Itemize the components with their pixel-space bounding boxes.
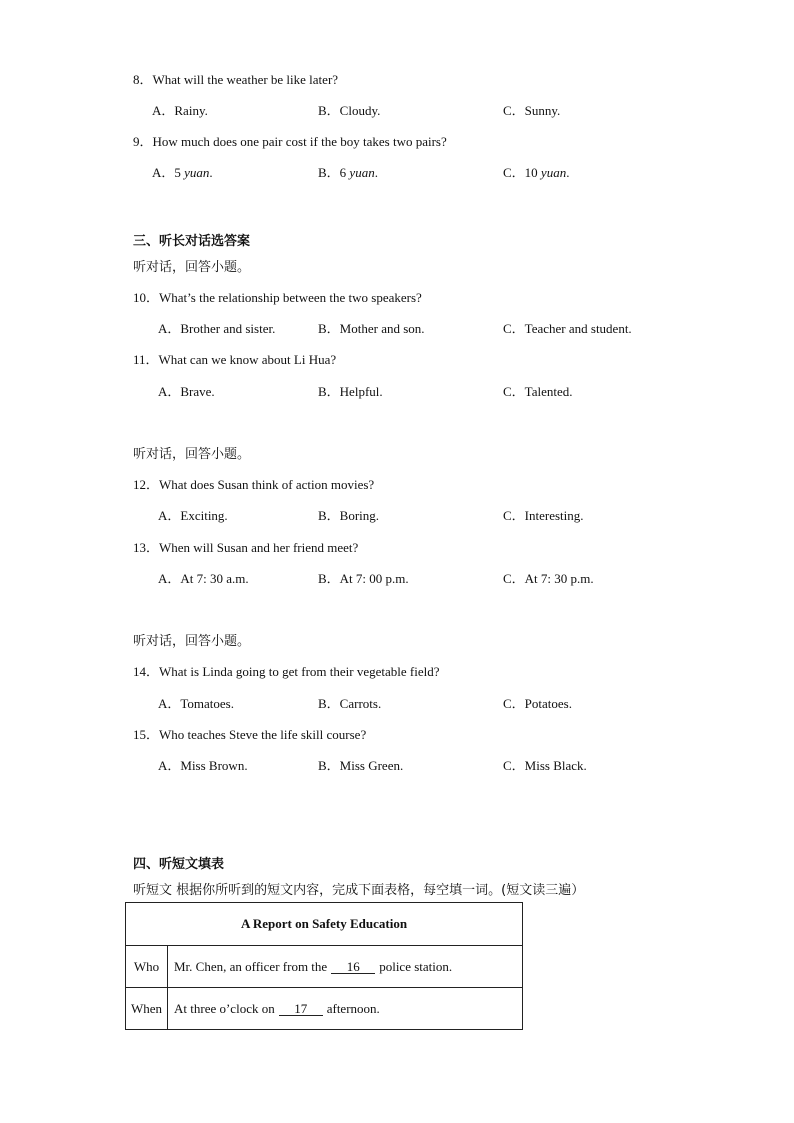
option-b: B．Miss Green.: [318, 758, 404, 773]
option-b: B．Boring.: [318, 508, 380, 523]
option-a: A．Rainy.: [152, 103, 208, 118]
blank-16[interactable]: 16: [331, 960, 375, 974]
option-a: A．Exciting.: [158, 508, 228, 523]
option-b: B．Cloudy.: [318, 103, 381, 118]
section-instruction: 听对话，回答小题。: [133, 634, 251, 649]
option-c: C．Sunny.: [503, 103, 561, 118]
question-14: 14．What is Linda going to get from their vegetable field?: [133, 664, 440, 679]
option-a: A．Brother and sister.: [158, 321, 276, 336]
blank-17[interactable]: 17: [279, 1002, 323, 1016]
option-a: A．Brave.: [158, 384, 215, 399]
option-c: C．Potatoes.: [503, 696, 572, 711]
question-10: 10．What’s the relationship between the two speakers?: [133, 290, 422, 305]
option-a: A．At 7: 30 a.m.: [158, 571, 249, 586]
option-a: A．5 yuan.: [152, 165, 213, 180]
option-c: C．Talented.: [503, 384, 573, 399]
section-instruction: 听对话，回答小题。: [133, 260, 251, 275]
option-b: B．Mother and son.: [318, 321, 425, 336]
row-content: At three o’clock on 17 afternoon.: [168, 988, 523, 1030]
option-b: B．6 yuan.: [318, 165, 378, 180]
report-title: A Report on Safety Education: [126, 903, 523, 946]
question-9: 9．How much does one pair cost if the boy takes two pairs?: [133, 134, 447, 149]
table-row: [126, 946, 523, 988]
option-a: A．Miss Brown.: [158, 758, 248, 773]
question-8: 8．What will the weather be like later?: [133, 72, 339, 87]
question-11: 11．What can we know about Li Hua?: [133, 352, 337, 367]
row-content: Mr. Chen, an officer from the 16 police station.: [168, 946, 523, 988]
option-c: C．Miss Black.: [503, 758, 587, 773]
row-label: Who: [126, 946, 168, 988]
option-c: C．At 7: 30 p.m.: [503, 571, 594, 586]
row-label: When: [126, 988, 168, 1030]
section-instruction: 听短文 根据你所听到的短文内容，完成下面表格，每空填一词。(短文读三遍）: [133, 883, 585, 898]
question-15: 15．Who teaches Steve the life skill course?: [133, 727, 367, 742]
report-table: [125, 902, 523, 1030]
section-4-title: 四、听短文填表: [133, 857, 225, 872]
option-c: C．10 yuan.: [503, 165, 570, 180]
table-row: [126, 988, 523, 1030]
section-3-title: 三、听长对话选答案: [133, 234, 251, 249]
option-c: C．Interesting.: [503, 508, 584, 523]
section-instruction: 听对话，回答小题。: [133, 447, 251, 462]
option-c: C．Teacher and student.: [503, 321, 632, 336]
option-a: A．Tomatoes.: [158, 696, 234, 711]
question-13: 13．When will Susan and her friend meet?: [133, 540, 359, 555]
question-12: 12．What does Susan think of action movies?: [133, 477, 375, 492]
option-b: B．At 7: 00 p.m.: [318, 571, 409, 586]
option-b: B．Carrots.: [318, 696, 382, 711]
option-b: B．Helpful.: [318, 384, 383, 399]
